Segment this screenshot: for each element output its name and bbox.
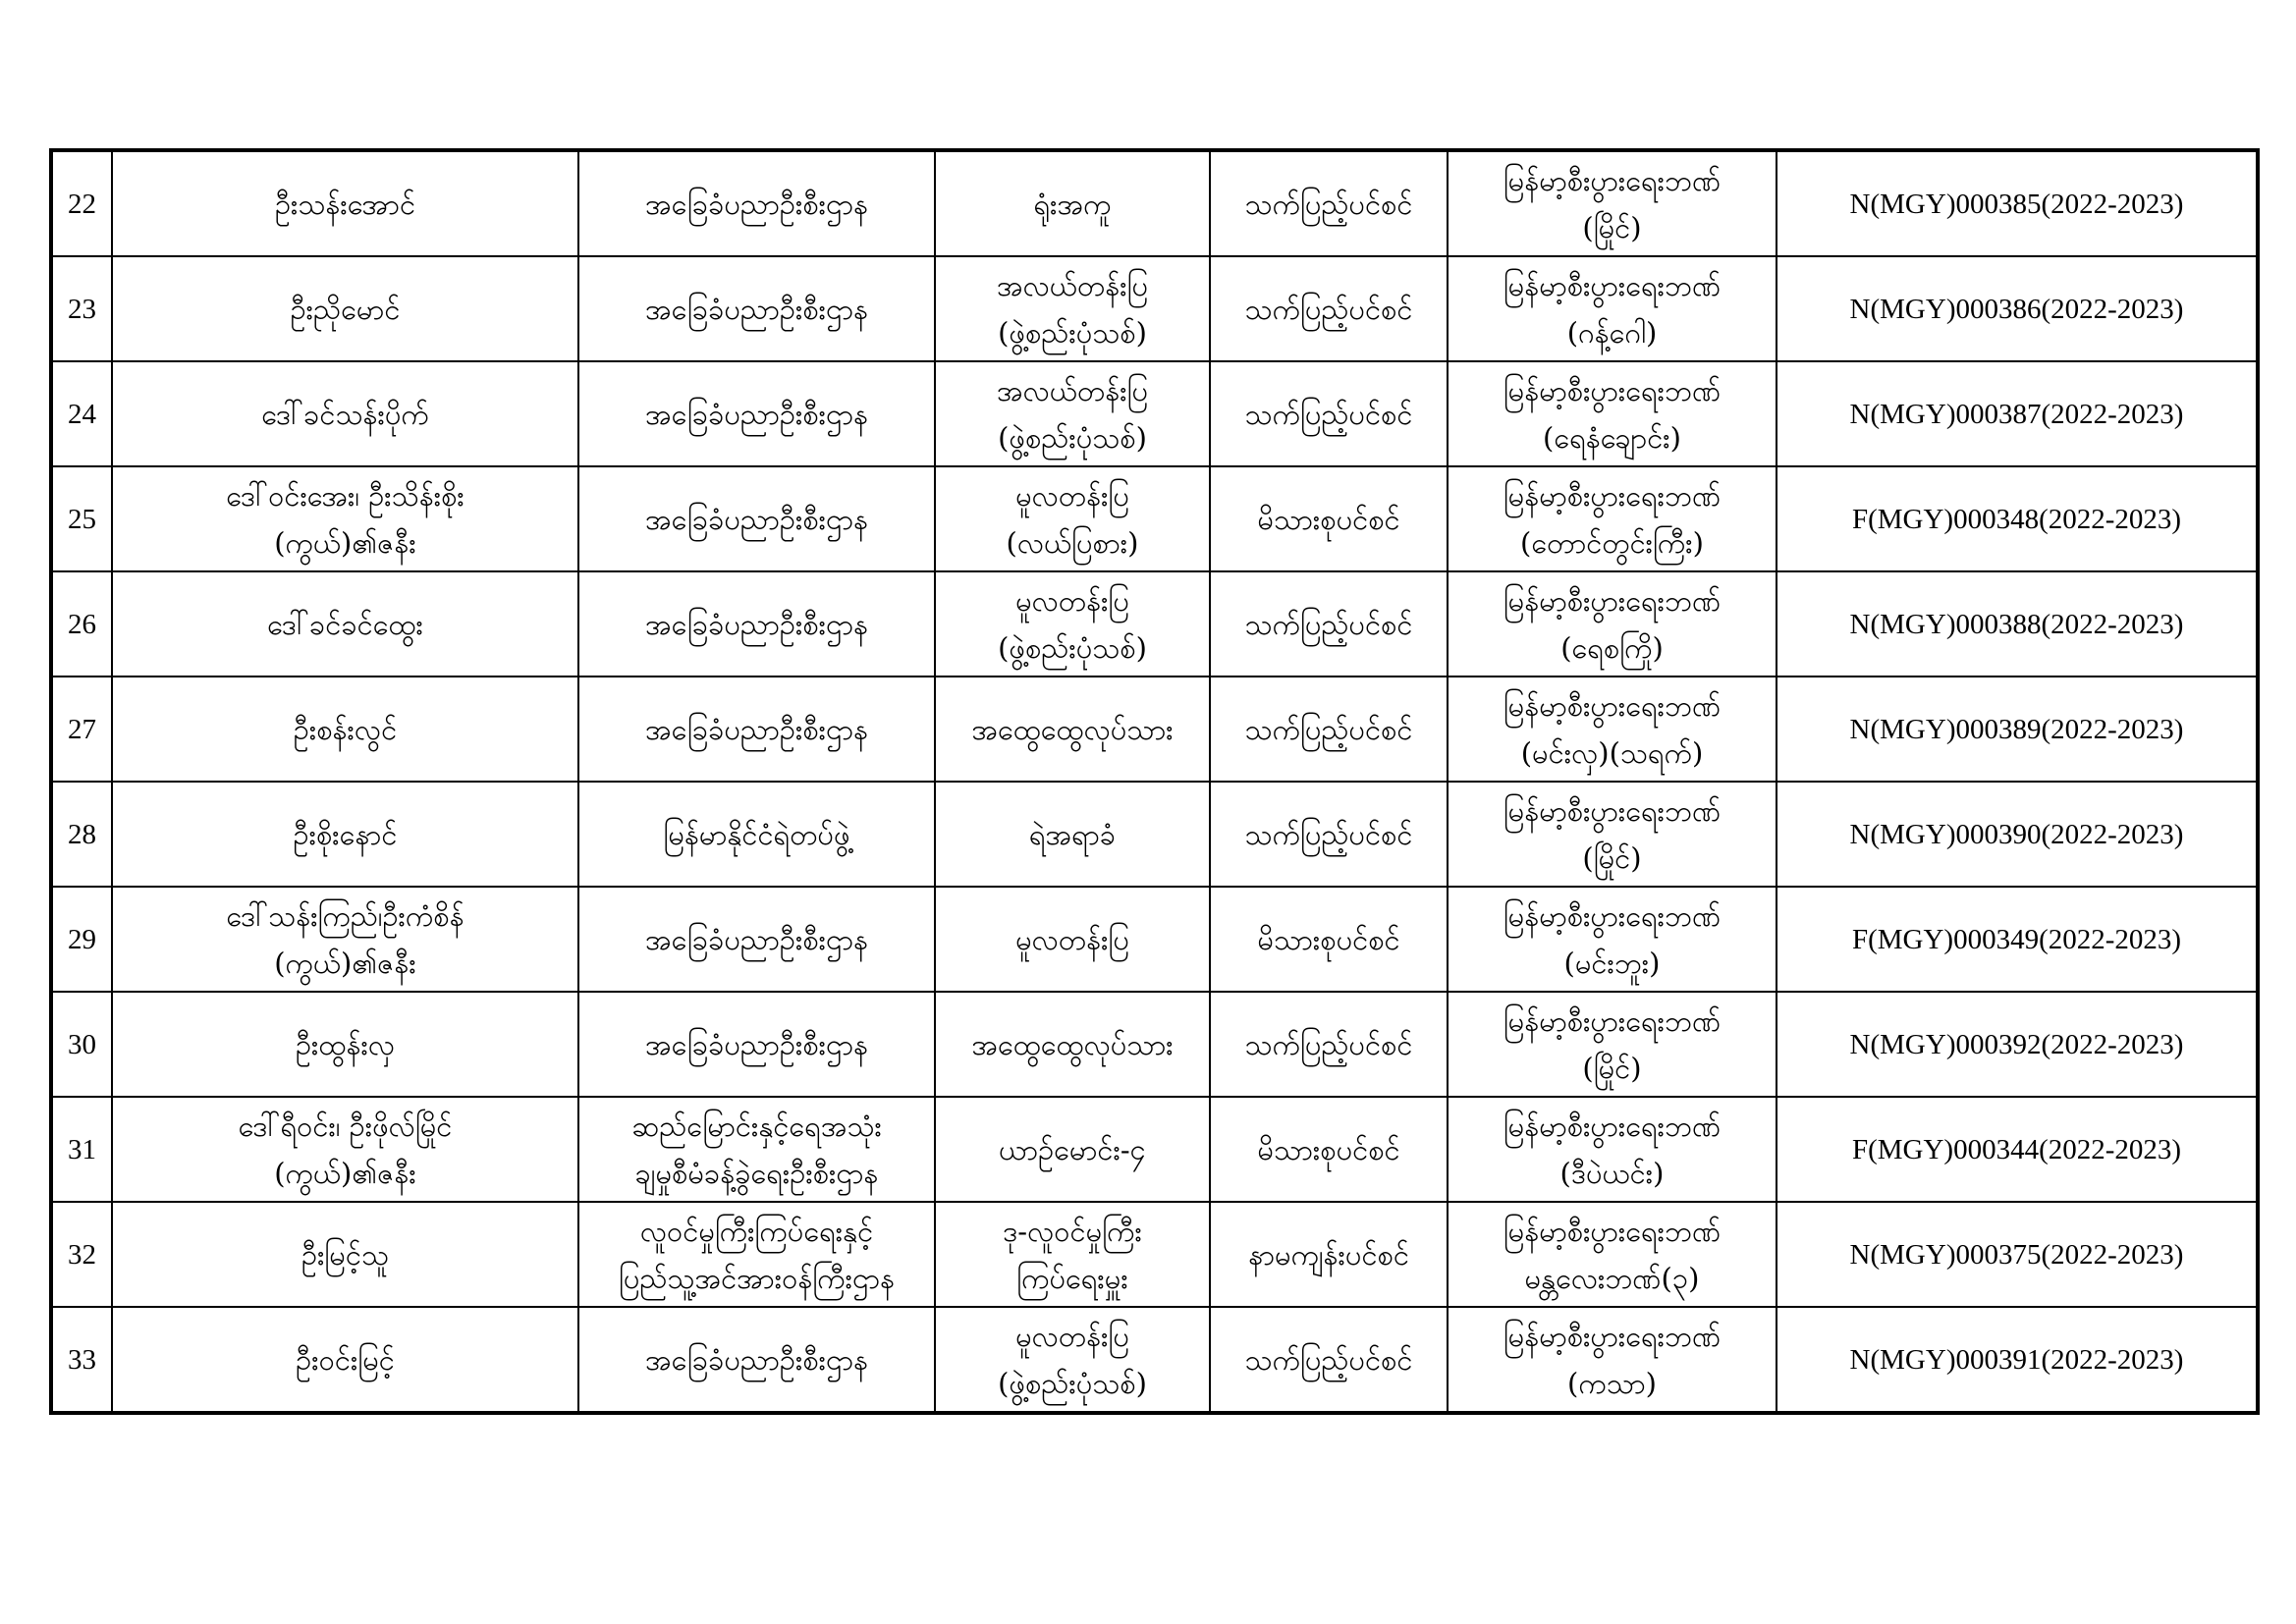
bank-cell-line: မြန်မာ့စီးပွားရေးဘဏ် bbox=[1503, 1319, 1722, 1353]
table-row bbox=[51, 677, 2258, 782]
department-cell bbox=[578, 1097, 935, 1202]
bank-cell-line: မြန်မာ့စီးပွားရေးဘဏ် bbox=[1503, 793, 1722, 828]
bank-cell-line: မြန်မာ့စီးပွားရေးဘဏ် bbox=[1503, 898, 1722, 933]
department-cell bbox=[578, 150, 935, 256]
table-row bbox=[51, 361, 2258, 466]
bank-cell-line: (တောင်တွင်းကြီး) bbox=[1520, 525, 1704, 560]
position-cell bbox=[935, 1097, 1210, 1202]
pension-type-cell: နာမကျန်းပင်စင် bbox=[1210, 1202, 1448, 1307]
name-cell-line: ဦးမြင့်သူ bbox=[301, 1237, 389, 1272]
row-number-cell: 28 bbox=[51, 782, 112, 887]
bank-cell bbox=[1448, 1202, 1777, 1307]
department-cell-line: အခြေခံပညာဦးစီးဌာန bbox=[644, 922, 869, 956]
row-number-cell: 32 bbox=[51, 1202, 112, 1307]
bank-cell-line: မြန်မာ့စီးပွားရေးဘဏ် bbox=[1503, 1214, 1722, 1248]
position-cell-line: မူလတန်းပြ bbox=[1015, 1319, 1129, 1353]
bank-cell-line: မြန်မာ့စီးပွားရေးဘဏ် bbox=[1503, 268, 1722, 302]
bank-cell-line: မန္တလေးဘဏ်(၃) bbox=[1524, 1261, 1700, 1295]
row-number-cell: 26 bbox=[51, 571, 112, 677]
row-number-cell: 31 bbox=[51, 1097, 112, 1202]
position-cell bbox=[935, 677, 1210, 782]
bank-cell-line: မြန်မာ့စီးပွားရေးဘဏ် bbox=[1503, 1109, 1722, 1143]
row-number-cell: 30 bbox=[51, 992, 112, 1097]
name-cell-line: ဒေါ်ခင်သန်းပိုက် bbox=[261, 397, 429, 431]
bank-cell bbox=[1448, 1307, 1777, 1413]
pension-type-cell: သက်ပြည့်ပင်စင် bbox=[1210, 361, 1448, 466]
pension-records-table bbox=[49, 148, 2260, 1415]
department-cell bbox=[578, 571, 935, 677]
name-cell bbox=[112, 571, 578, 677]
bank-cell bbox=[1448, 571, 1777, 677]
name-cell-line: ဦးသန်းအောင် bbox=[274, 187, 416, 221]
name-cell bbox=[112, 1202, 578, 1307]
bank-cell bbox=[1448, 150, 1777, 256]
department-cell bbox=[578, 782, 935, 887]
name-cell-line: ဦးညိုမောင် bbox=[290, 292, 401, 326]
row-number-cell: 22 bbox=[51, 150, 112, 256]
position-cell bbox=[935, 466, 1210, 571]
registration-number-cell: N(MGY)000388(2022-2023) bbox=[1777, 571, 2258, 677]
bank-cell bbox=[1448, 361, 1777, 466]
name-cell bbox=[112, 677, 578, 782]
registration-number-cell: N(MGY)000385(2022-2023) bbox=[1777, 150, 2258, 256]
position-cell-line: အထွေထွေလုပ်သား bbox=[971, 712, 1174, 746]
table-row bbox=[51, 782, 2258, 887]
department-cell bbox=[578, 992, 935, 1097]
department-cell-line: အခြေခံပညာဦးစီးဌာန bbox=[644, 1027, 869, 1061]
position-cell-line: ရဲအရာခံ bbox=[1028, 817, 1117, 851]
registration-number-cell: N(MGY)000387(2022-2023) bbox=[1777, 361, 2258, 466]
registration-number-cell: N(MGY)000375(2022-2023) bbox=[1777, 1202, 2258, 1307]
department-cell bbox=[578, 887, 935, 992]
position-cell-line: (ဖွဲ့စည်းပုံသစ်) bbox=[998, 630, 1147, 665]
position-cell bbox=[935, 782, 1210, 887]
name-cell bbox=[112, 887, 578, 992]
position-cell bbox=[935, 1307, 1210, 1413]
bank-cell-line: မြန်မာ့စီးပွားရေးဘဏ် bbox=[1503, 688, 1722, 723]
name-cell-line: ဦးဝင်းမြင့် bbox=[296, 1342, 395, 1377]
registration-number-cell: N(MGY)000392(2022-2023) bbox=[1777, 992, 2258, 1097]
department-cell-line: အခြေခံပညာဦးစီးဌာန bbox=[644, 397, 869, 431]
department-cell bbox=[578, 677, 935, 782]
table-row bbox=[51, 466, 2258, 571]
table-row bbox=[51, 992, 2258, 1097]
position-cell-line: မူလတန်းပြ bbox=[1015, 922, 1129, 956]
name-cell bbox=[112, 1307, 578, 1413]
bank-cell-line: မြန်မာ့စီးပွားရေးဘဏ် bbox=[1503, 373, 1722, 407]
department-cell bbox=[578, 1202, 935, 1307]
row-number-cell: 33 bbox=[51, 1307, 112, 1413]
position-cell-line: ကြပ်ရေးမှူး bbox=[1016, 1261, 1128, 1295]
bank-cell-line: (ရေစကြို) bbox=[1560, 630, 1664, 665]
row-number-cell: 27 bbox=[51, 677, 112, 782]
position-cell-line: မူလတန်းပြ bbox=[1015, 583, 1129, 618]
department-cell-line: ဆည်မြောင်းနှင့်ရေအသုံး bbox=[631, 1109, 882, 1143]
department-cell-line: အခြေခံပညာဦးစီးဌာန bbox=[644, 1342, 869, 1377]
bank-cell bbox=[1448, 782, 1777, 887]
bank-cell-line: မြန်မာ့စီးပွားရေးဘဏ် bbox=[1503, 1003, 1722, 1038]
pension-type-cell: သက်ပြည့်ပင်စင် bbox=[1210, 782, 1448, 887]
name-cell-line: ဦးစန်းလွင် bbox=[293, 712, 398, 746]
registration-number-cell: N(MGY)000391(2022-2023) bbox=[1777, 1307, 2258, 1413]
department-cell-line: အခြေခံပညာဦးစီးဌာန bbox=[644, 502, 869, 536]
bank-cell-line: (မြိုင်) bbox=[1582, 1051, 1642, 1085]
name-cell bbox=[112, 256, 578, 361]
department-cell bbox=[578, 466, 935, 571]
department-cell bbox=[578, 256, 935, 361]
name-cell bbox=[112, 782, 578, 887]
bank-cell-line: မြန်မာ့စီးပွားရေးဘဏ် bbox=[1503, 583, 1722, 618]
registration-number-cell: F(MGY)000344(2022-2023) bbox=[1777, 1097, 2258, 1202]
bank-cell-line: မြန်မာ့စီးပွားရေးဘဏ် bbox=[1503, 478, 1722, 513]
name-cell bbox=[112, 992, 578, 1097]
department-cell-line: အခြေခံပညာဦးစီးဌာန bbox=[644, 607, 869, 641]
bank-cell bbox=[1448, 1097, 1777, 1202]
name-cell bbox=[112, 466, 578, 571]
name-cell-line: ဒေါ်သန်းကြည်၊ဦးကံစိန် bbox=[226, 898, 465, 933]
position-cell-line: အလယ်တန်းပြ bbox=[997, 268, 1148, 302]
table-row bbox=[51, 571, 2258, 677]
position-cell bbox=[935, 571, 1210, 677]
name-cell-line: (ကွယ်)၏ဇနီး bbox=[274, 525, 416, 560]
registration-number-cell: F(MGY)000348(2022-2023) bbox=[1777, 466, 2258, 571]
registration-number-cell: F(MGY)000349(2022-2023) bbox=[1777, 887, 2258, 992]
bank-cell-line: မြန်မာ့စီးပွားရေးဘဏ် bbox=[1503, 163, 1722, 197]
position-cell-line: အထွေထွေလုပ်သား bbox=[971, 1027, 1174, 1061]
name-cell bbox=[112, 361, 578, 466]
bank-cell bbox=[1448, 887, 1777, 992]
position-cell bbox=[935, 887, 1210, 992]
position-cell bbox=[935, 1202, 1210, 1307]
name-cell-line: ဦးထွန်းလှ bbox=[295, 1027, 396, 1061]
position-cell bbox=[935, 361, 1210, 466]
name-cell-line: ဦးစိုးနောင် bbox=[293, 817, 398, 851]
department-cell-line: ချမှုစီမံခန့်ခွဲရေးဦးစီးဌာန bbox=[634, 1156, 879, 1190]
position-cell-line: (လယ်ပြစား) bbox=[1006, 525, 1139, 560]
bank-cell-line: (မြိုင်) bbox=[1582, 840, 1642, 875]
name-cell bbox=[112, 150, 578, 256]
registration-number-cell: N(MGY)000390(2022-2023) bbox=[1777, 782, 2258, 887]
row-number-cell: 25 bbox=[51, 466, 112, 571]
name-cell-line: (ကွယ်)၏ဇနီး bbox=[274, 1156, 416, 1190]
department-cell bbox=[578, 1307, 935, 1413]
position-cell bbox=[935, 992, 1210, 1097]
bank-cell-line: (ရေနံချောင်း) bbox=[1543, 420, 1681, 455]
table-row bbox=[51, 1202, 2258, 1307]
name-cell-line: ဒေါ်ဝင်းအေး၊ ဦးသိန်းစိုး bbox=[226, 478, 465, 513]
department-cell-line: မြန်မာနိုင်ငံရဲတပ်ဖွဲ့ bbox=[663, 817, 850, 851]
pension-type-cell: သက်ပြည့်ပင်စင် bbox=[1210, 571, 1448, 677]
department-cell-line: အခြေခံပညာဦးစီးဌာန bbox=[644, 187, 869, 221]
department-cell bbox=[578, 361, 935, 466]
name-cell bbox=[112, 1097, 578, 1202]
department-cell-line: အခြေခံပညာဦးစီးဌာန bbox=[644, 712, 869, 746]
bank-cell-line: (မြိုင်) bbox=[1582, 210, 1642, 244]
table-row bbox=[51, 887, 2258, 992]
pension-type-cell: သက်ပြည့်ပင်စင် bbox=[1210, 256, 1448, 361]
pension-type-cell: သက်ပြည့်ပင်စင် bbox=[1210, 1307, 1448, 1413]
department-cell-line: ပြည်သူ့အင်အားဝန်ကြီးဌာန bbox=[618, 1261, 896, 1295]
position-cell bbox=[935, 256, 1210, 361]
bank-cell bbox=[1448, 992, 1777, 1097]
department-cell-line: အခြေခံပညာဦးစီးဌာန bbox=[644, 292, 869, 326]
name-cell-line: ဒေါ်ရီဝင်း၊ ဦးဖိုလ်မြိုင် bbox=[238, 1109, 453, 1143]
row-number-cell: 29 bbox=[51, 887, 112, 992]
pension-type-cell: သက်ပြည့်ပင်စင် bbox=[1210, 677, 1448, 782]
bank-cell-line: (ဒီပဲယင်း) bbox=[1559, 1156, 1665, 1190]
position-cell-line: အလယ်တန်းပြ bbox=[997, 373, 1148, 407]
bank-cell-line: (ကသာ) bbox=[1567, 1366, 1657, 1400]
position-cell-line: မူလတန်းပြ bbox=[1015, 478, 1129, 513]
table-row bbox=[51, 256, 2258, 361]
position-cell bbox=[935, 150, 1210, 256]
bank-cell-line: (မင်းလှ)(သရက်) bbox=[1520, 735, 1704, 770]
bank-cell-line: (မင်းဘူး) bbox=[1563, 946, 1661, 980]
position-cell-line: ရုံးအကူ bbox=[1033, 187, 1112, 221]
department-cell-line: လူဝင်မှုကြီးကြပ်ရေးနှင့် bbox=[639, 1214, 874, 1248]
pension-type-cell: မိသားစုပင်စင် bbox=[1210, 466, 1448, 571]
bank-cell bbox=[1448, 466, 1777, 571]
pension-type-cell: သက်ပြည့်ပင်စင် bbox=[1210, 992, 1448, 1097]
name-cell-line: (ကွယ်)၏ဇနီး bbox=[274, 946, 416, 980]
table-row bbox=[51, 1307, 2258, 1413]
bank-cell-line: (ဂန့်ဂေါ) bbox=[1566, 315, 1658, 350]
position-cell-line: (ဖွဲ့စည်းပုံသစ်) bbox=[998, 315, 1147, 350]
registration-number-cell: N(MGY)000386(2022-2023) bbox=[1777, 256, 2258, 361]
table-row bbox=[51, 150, 2258, 256]
pension-type-cell: မိသားစုပင်စင် bbox=[1210, 887, 1448, 992]
row-number-cell: 23 bbox=[51, 256, 112, 361]
position-cell-line: (ဖွဲ့စည်းပုံသစ်) bbox=[998, 1366, 1147, 1400]
pension-type-cell: သက်ပြည့်ပင်စင် bbox=[1210, 150, 1448, 256]
position-cell-line: ယာဉ်မောင်း-၄ bbox=[999, 1132, 1146, 1166]
row-number-cell: 24 bbox=[51, 361, 112, 466]
bank-cell bbox=[1448, 256, 1777, 361]
pension-type-cell: မိသားစုပင်စင် bbox=[1210, 1097, 1448, 1202]
position-cell-line: ဒု-လူဝင်မှုကြီး bbox=[1003, 1214, 1142, 1248]
table-body bbox=[51, 150, 2258, 1413]
registration-number-cell: N(MGY)000389(2022-2023) bbox=[1777, 677, 2258, 782]
table-row bbox=[51, 1097, 2258, 1202]
position-cell-line: (ဖွဲ့စည်းပုံသစ်) bbox=[998, 420, 1147, 455]
bank-cell bbox=[1448, 677, 1777, 782]
name-cell-line: ဒေါ်ခင်ခင်ထွေး bbox=[267, 607, 423, 641]
